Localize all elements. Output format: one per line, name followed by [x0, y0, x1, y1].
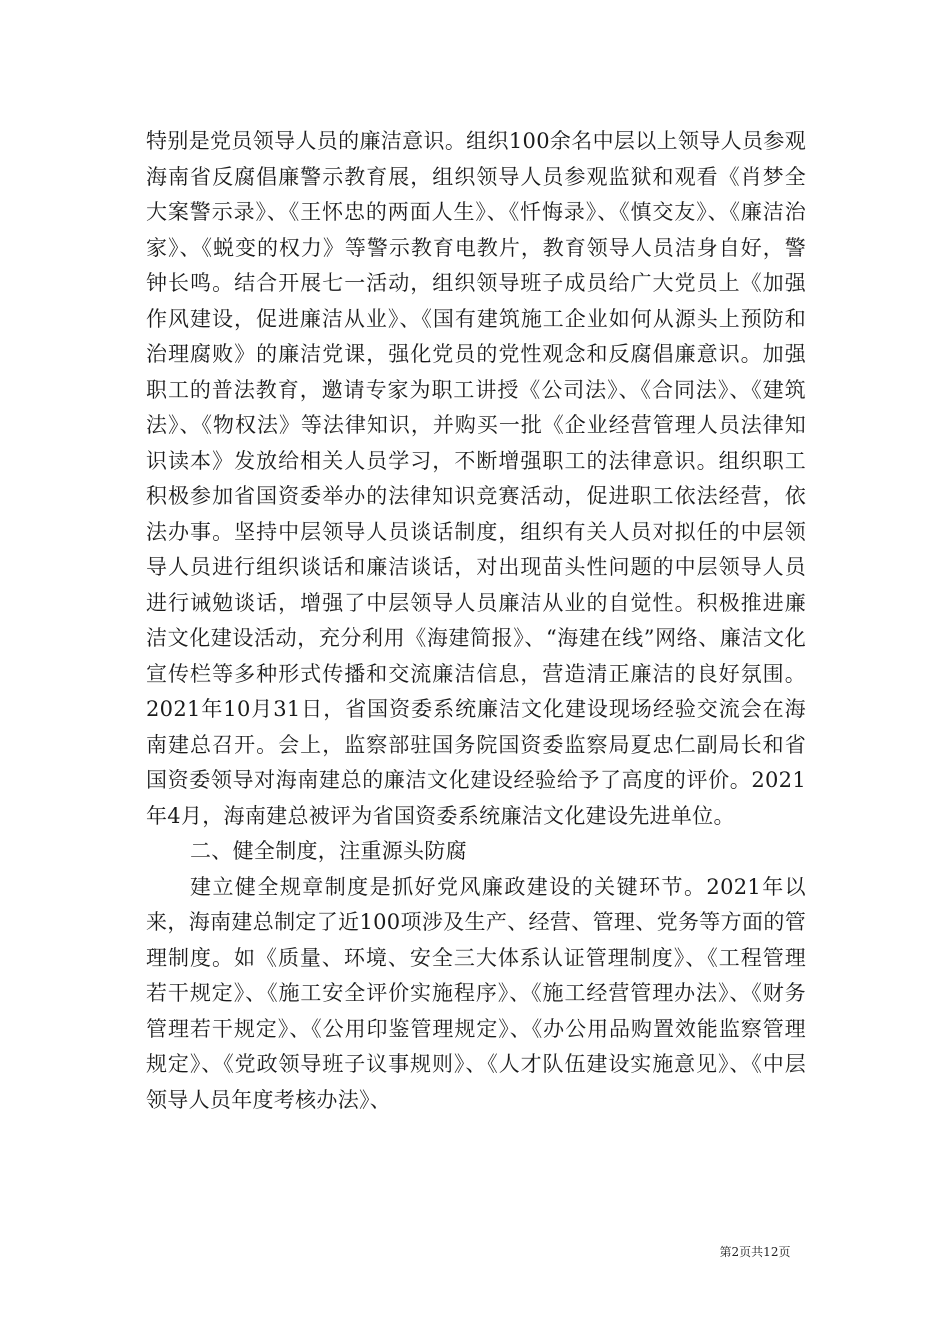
paragraph-3: 建立健全规章制度是抓好党风廉政建设的关键环节。2021年以来，海南建总制定了近100项涉及生产、经营、管理、党务等方面的管理制度。如《质量、环境、安全三大体系认证管理制度》、《工程管理若干规定》、《施工安全评价实施程序》、《施工经营管理办法》、《财务管理若干规定》、《公用印鉴管理规定》、《办公用品购置效能监察管理规定》、《党政领导班子议事规则》、《人才队伍建设实施意见》、《中层领导人员年度考核办法》、	[146, 874, 806, 1112]
page-footer	[0, 1243, 950, 1260]
page-number: 第2页共12页	[719, 1245, 791, 1259]
section-heading: 二、健全制度，注重源头防腐	[190, 839, 467, 863]
paragraph-1: 特别是党员领导人员的廉洁意识。组织100余名中层以上领导人员参观海南省反腐倡廉警示教育展，组织领导人员参观监狱和观看《肖梦全大案警示录》、《王怀忠的两面人生》、《忏悔录》、《慎交友》、《廉洁治家》、《蜕变的权力》等警示教育电教片，教育领导人员洁身自好，警钟长鸣。结合开展七一活动，组织领导班子成员给广大党员上《加强作风建设，促进廉洁从业》、《国有建筑施工企业如何从源头上预防和治理腐败》的廉洁党课，强化党员的党性观念和反腐倡廉意识。加强职工的普法教育，邀请专家为职工讲授《公司法》、《合同法》、《建筑法》、《物权法》等法律知识，并购买一批《企业经营管理人员法律知识读本》发放给相关人员学习，不断增强职工的法律意识。组织职工积极参加省国资委举办的法律知识竞赛活动，促进职工依法经营，依法办事。坚持中层领导人员谈话制度，组织有关人员对拟任的中层领导人员进行组织谈话和廉洁谈话，对出现苗头性问题的中层领导人员进行诫勉谈话，增强了中层领导人员廉洁从业的自觉性。积极推进廉洁文化建设活动，充分利用《海建简报》、“海建在线”网络、廉洁文化宣传栏等多种形式传播和交流廉洁信息，营造清正廉洁的良好氛围。2021年10月31日，省国资委系统廉洁文化建设现场经验交流会在海南建总召开。会上，监察部驻国务院国资委监察局夏忠仁副局长和省国资委领导对海南建总的廉洁文化建设经验给予了高度的评价。2021年4月，海南建总被评为省国资委系统廉洁文化建设先进单位。	[146, 129, 806, 828]
document-body	[146, 124, 806, 1118]
